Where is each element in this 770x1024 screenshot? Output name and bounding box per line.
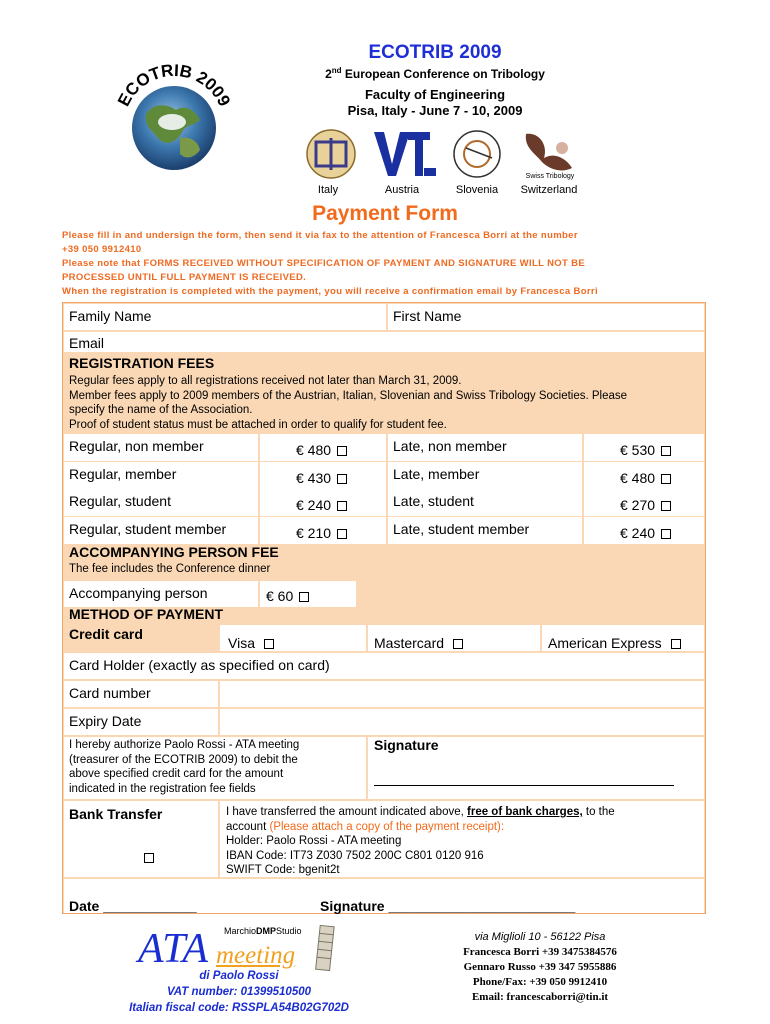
- mastercard-option[interactable]: [368, 625, 540, 651]
- fee-price: € 480: [296, 442, 332, 458]
- fee-row-label: [64, 462, 258, 489]
- card-holder-label: Card Holder (exactly as specified on card): [69, 657, 330, 673]
- fee-row-label: [388, 462, 582, 489]
- signature-label: Signature: [374, 737, 439, 753]
- fee-checkbox[interactable]: [337, 529, 347, 539]
- first-name-label: First Name: [393, 308, 462, 324]
- late-fee-label: Late, non member: [393, 438, 507, 454]
- late-fee-label: Late, student member: [393, 520, 530, 537]
- note-line: Member fees apply to 2009 members of the Austrian, Italian, Slovenian and Swiss Tribology Societies. Please: [69, 389, 628, 402]
- ecotrib-logo: [102, 52, 242, 192]
- conference-subtitle: 2nd European Conference on Tribology: [325, 66, 545, 81]
- late-fee-price-wrap: [620, 442, 671, 458]
- fee-row-label: [388, 489, 582, 516]
- first-name-field[interactable]: [388, 304, 704, 330]
- fee-option[interactable]: [584, 517, 704, 544]
- fee-row-label: [388, 434, 582, 461]
- authorization-line: above specified credit card for the amount: [69, 768, 284, 780]
- fee-price-wrap: [296, 525, 347, 541]
- final-signature-field[interactable]: Signature ________________________: [320, 898, 576, 914]
- late-fee-checkbox[interactable]: [661, 501, 671, 511]
- contact-address: via Miglioli 10 - 56122 Pisa: [474, 931, 606, 943]
- fee-row-label: [64, 434, 258, 461]
- late-fee-price: € 240: [620, 524, 656, 541]
- instruction-line: When the registration is completed with the payment, you will receive a confirmation email by Francesca Borri: [62, 286, 598, 297]
- bank-iban: IBAN Code: IT73 Z030 7502 200C C801 0120 916: [226, 849, 484, 862]
- fee-label: Regular, member: [69, 465, 177, 482]
- late-fee-price-wrap: [620, 470, 671, 486]
- ata-meeting-text: meeting: [216, 942, 296, 969]
- accompanying-checkbox[interactable]: [299, 592, 309, 602]
- registration-heading: REGISTRATION FEES: [69, 355, 215, 371]
- email-label: Email: [69, 335, 105, 351]
- fee-option[interactable]: [584, 462, 704, 489]
- note-line: Proof of student status must be attached in order to qualify for student fee.: [69, 418, 447, 431]
- fee-price-wrap: [296, 442, 347, 458]
- accompanying-label: Accompanying person: [69, 585, 208, 601]
- card-number-label: Card number: [69, 685, 151, 701]
- mastercard-label: Mastercard: [374, 635, 445, 651]
- accompanying-price: € 60: [266, 588, 294, 604]
- credit-card-label: Credit card: [69, 626, 143, 642]
- authorization-line: indicated in the registration fee fields: [69, 782, 256, 795]
- pisa-tower-icon: [314, 922, 336, 972]
- visa-checkbox[interactable]: [264, 639, 274, 649]
- fee-checkbox[interactable]: [337, 446, 347, 456]
- bank-transfer-checkbox[interactable]: [144, 853, 154, 863]
- accompanying-price-cell[interactable]: [260, 581, 356, 607]
- organizer-fiscal: Italian fiscal code: RSSPLA54B02G702D: [129, 1002, 349, 1014]
- receipt-note: (Please attach a copy of the payment receipt):: [269, 820, 505, 833]
- expiry-input[interactable]: [220, 709, 704, 735]
- organizer-details: [104, 968, 374, 1016]
- visa-option[interactable]: [220, 625, 366, 651]
- swiss-society-logo: [518, 128, 582, 180]
- accompanying-row: [64, 581, 258, 607]
- fee-row-label: [64, 489, 258, 516]
- fee-label: Regular, non member: [69, 438, 204, 454]
- registration-notes: [69, 374, 701, 432]
- visa-label: Visa: [228, 635, 255, 651]
- card-number-row: [64, 681, 218, 707]
- swiss-logo-text: Swiss Tribology: [525, 173, 575, 180]
- late-fee-price-wrap: [620, 525, 671, 541]
- fee-option[interactable]: [260, 517, 386, 544]
- marchio-text: MarchioDMPStudio: [224, 926, 302, 936]
- late-fee-price-wrap: [620, 497, 671, 513]
- date-signature-row[interactable]: [64, 879, 704, 913]
- fee-checkbox[interactable]: [337, 501, 347, 511]
- country-label: Switzerland: [520, 184, 578, 196]
- signature-line: [374, 785, 674, 786]
- instruction-line: Please note that FORMS RECEIVED WITHOUT SPECIFICATION OF PAYMENT AND SIGNATURE WILL NOT BE: [62, 258, 586, 269]
- austria-society-logo: [372, 128, 438, 180]
- country-label: Austria: [384, 184, 420, 196]
- late-fee-checkbox[interactable]: [661, 474, 671, 484]
- expiry-label: Expiry Date: [69, 713, 142, 729]
- fee-row-label: [388, 517, 582, 544]
- note-line: specify the name of the Association.: [69, 404, 253, 416]
- amex-option[interactable]: [542, 625, 704, 651]
- late-fee-price: € 530: [620, 442, 656, 458]
- instruction-line: +39 050 9912410: [62, 244, 142, 255]
- fee-option[interactable]: [260, 462, 386, 489]
- venue-dates: Pisa, Italy - June 7 - 10, 2009: [347, 103, 523, 118]
- bank-text-line: I have transferred the amount indicated above, free of bank charges, to the: [226, 806, 615, 818]
- contact-line: Gennaro Russo +39 347 5955886: [463, 961, 617, 973]
- instruction-line: PROCESSED UNTIL FULL PAYMENT IS RECEIVED.: [62, 272, 307, 283]
- bank-transfer-option[interactable]: [64, 801, 218, 877]
- accompanying-heading: ACCOMPANYING PERSON FEE: [69, 544, 279, 560]
- note-line: Regular fees apply to all registrations received not later than March 31, 2009.: [69, 375, 462, 387]
- faculty-name: Faculty of Engineering: [364, 87, 506, 102]
- fee-price: € 240: [296, 497, 332, 513]
- country-label: Slovenia: [455, 184, 499, 196]
- italy-society-logo: [302, 128, 360, 180]
- fee-option[interactable]: [260, 434, 386, 461]
- late-fee-price: € 480: [620, 469, 656, 486]
- slovenia-society-logo: [448, 128, 506, 180]
- late-fee-price: € 270: [620, 497, 656, 513]
- family-name-field[interactable]: [64, 304, 386, 330]
- card-number-input[interactable]: [220, 681, 704, 707]
- organizer-vat: VAT number: 01399510500: [166, 986, 312, 998]
- conference-title: ECOTRIB 2009: [368, 42, 502, 63]
- faculty-block: [300, 87, 570, 119]
- authorization-text: [64, 737, 366, 799]
- bank-transfer-label: Bank Transfer: [69, 806, 163, 822]
- bank-swift: SWIFT Code: bgenit2t: [226, 864, 340, 876]
- late-fee-label: Late, member: [393, 465, 480, 482]
- contact-line: Phone/Fax: +39 050 9912410: [472, 976, 608, 988]
- bank-details: [220, 801, 704, 877]
- instructions: [62, 229, 722, 299]
- bank-holder: Holder: Paolo Rossi - ATA meeting: [226, 835, 402, 847]
- fee-label: Regular, student member: [69, 520, 227, 537]
- fee-price: € 210: [296, 524, 332, 541]
- payment-form: [62, 302, 706, 914]
- instruction-line: Please fill in and undersign the form, then send it via fax to the attention of Francesca Borri at the number: [62, 230, 578, 241]
- contact-email[interactable]: Email: francescaborri@tin.it: [471, 991, 609, 1003]
- email-field[interactable]: [64, 332, 704, 352]
- late-fee-checkbox[interactable]: [661, 529, 671, 539]
- bank-text-line: account (Please attach a copy of the payment receipt):: [226, 820, 505, 833]
- family-name-label: Family Name: [69, 308, 152, 324]
- fee-option[interactable]: [260, 489, 386, 516]
- fee-row-label: [64, 517, 258, 544]
- ata-brand: ATA: [138, 926, 208, 972]
- expiry-row: [64, 709, 218, 735]
- late-fee-label: Late, student: [393, 493, 474, 509]
- payment-heading: METHOD OF PAYMENT: [69, 606, 224, 622]
- accompanying-note: The fee includes the Conference dinner: [69, 563, 271, 575]
- fee-price-wrap: [296, 470, 347, 486]
- amex-checkbox[interactable]: [671, 639, 681, 649]
- free-of-charges: free of bank charges,: [467, 806, 583, 818]
- logo-arc-text: ECOTRIB 2009: [113, 60, 235, 110]
- fee-option[interactable]: [584, 434, 704, 461]
- late-fee-checkbox[interactable]: [661, 446, 671, 456]
- fee-price: € 430: [296, 469, 332, 486]
- card-signature-box[interactable]: [368, 737, 704, 799]
- fee-checkbox[interactable]: [337, 474, 347, 484]
- date-field[interactable]: Date ____________: [69, 898, 197, 914]
- contact-details: [430, 930, 650, 1005]
- fee-option[interactable]: [584, 489, 704, 516]
- authorization-line: (treasurer of the ECOTRIB 2009) to debit the: [69, 753, 298, 766]
- country-label: Italy: [317, 184, 339, 196]
- form-title: Payment Form: [312, 202, 458, 225]
- authorization-line: I hereby authorize Paolo Rossi - ATA meeting: [69, 739, 300, 751]
- fee-price-wrap: [296, 497, 347, 513]
- card-holder-field[interactable]: [64, 653, 704, 679]
- contact-line: Francesca Borri +39 3475384576: [463, 946, 617, 958]
- fee-label: Regular, student: [69, 493, 171, 509]
- mastercard-checkbox[interactable]: [453, 639, 463, 649]
- amex-label: American Express: [548, 635, 662, 651]
- organizer-owner: di Paolo Rossi: [199, 970, 279, 982]
